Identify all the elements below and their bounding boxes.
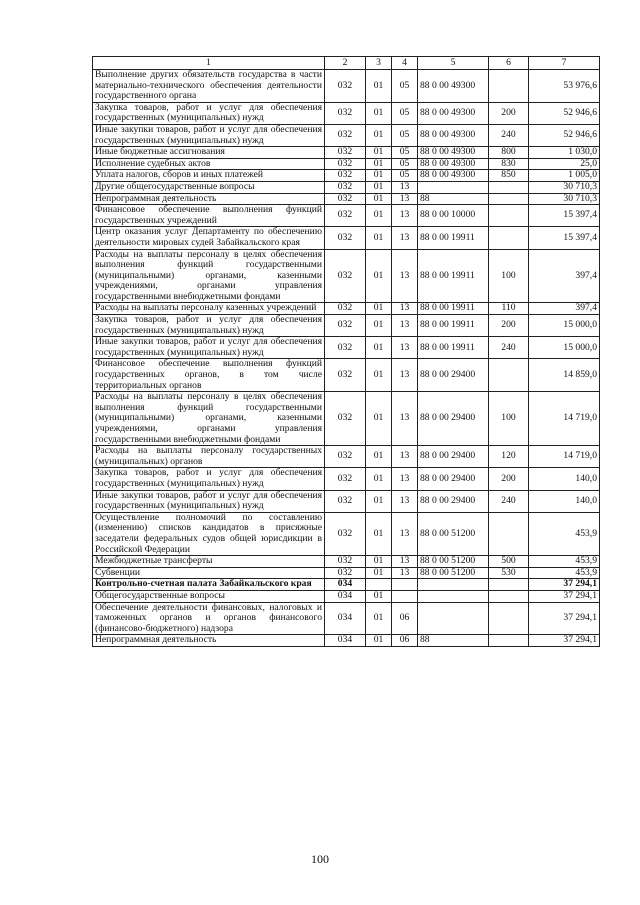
target-article-cell: 88 0 00 49300 bbox=[418, 147, 489, 159]
row-name-cell: Закупка товаров, работ и услуг для обеспечения государственных (муниципальных) нужд bbox=[93, 468, 325, 490]
column-header-3: 3 bbox=[366, 57, 392, 70]
section-code-cell: 01 bbox=[366, 170, 392, 182]
budget-table bbox=[92, 56, 600, 647]
subsection-code-cell: 13 bbox=[392, 181, 418, 193]
amount-cell: 453,9 bbox=[529, 556, 600, 568]
target-article-cell: 88 0 00 51200 bbox=[418, 567, 489, 579]
target-article-cell: 88 bbox=[418, 635, 489, 647]
column-header-2: 2 bbox=[325, 57, 366, 70]
table-row bbox=[93, 337, 600, 359]
row-name-cell: Непрограммная деятельность bbox=[93, 193, 325, 205]
target-article-cell: 88 0 00 29400 bbox=[418, 446, 489, 468]
subsection-code-cell: 13 bbox=[392, 227, 418, 249]
expense-type-cell: 200 bbox=[489, 102, 529, 124]
section-code-cell: 01 bbox=[366, 181, 392, 193]
row-name-cell: Выполнение других обязательств государства в части материально-технического обеспечения деятельности государственного органа bbox=[93, 70, 325, 103]
table-row bbox=[93, 124, 600, 146]
subsection-code-cell bbox=[392, 579, 418, 591]
target-article-cell: 88 0 00 51200 bbox=[418, 512, 489, 555]
ministry-code-cell: 032 bbox=[325, 337, 366, 359]
expense-type-cell bbox=[489, 70, 529, 103]
amount-cell: 30 710,3 bbox=[529, 181, 600, 193]
section-code-cell: 01 bbox=[366, 468, 392, 490]
row-name-cell: Финансовое обеспечение выполнения функций государственных учреждений bbox=[93, 205, 325, 227]
table-row bbox=[93, 359, 600, 392]
row-name-cell: Финансовое обеспечение выполнения функций государственных органов, в том числе территориальных органов bbox=[93, 359, 325, 392]
section-code-cell: 01 bbox=[366, 635, 392, 647]
subsection-code-cell: 13 bbox=[392, 249, 418, 303]
expense-type-cell bbox=[489, 512, 529, 555]
expense-type-cell: 100 bbox=[489, 392, 529, 446]
subsection-code-cell: 13 bbox=[392, 556, 418, 568]
amount-cell: 52 946,6 bbox=[529, 124, 600, 146]
section-code-cell: 01 bbox=[366, 337, 392, 359]
subsection-code-cell: 13 bbox=[392, 359, 418, 392]
table-row bbox=[93, 170, 600, 182]
subsection-code-cell: 06 bbox=[392, 602, 418, 635]
row-name-cell: Обеспечение деятельности финансовых, налоговых и таможенных органов и органов финансового (финансово-бюджетного) надзора bbox=[93, 602, 325, 635]
subsection-code-cell: 05 bbox=[392, 124, 418, 146]
expense-type-cell: 240 bbox=[489, 124, 529, 146]
section-code-cell: 01 bbox=[366, 602, 392, 635]
ministry-code-cell: 032 bbox=[325, 567, 366, 579]
amount-cell: 14 719,0 bbox=[529, 392, 600, 446]
ministry-code-cell: 032 bbox=[325, 446, 366, 468]
table-row bbox=[93, 446, 600, 468]
target-article-cell bbox=[418, 181, 489, 193]
target-article-cell bbox=[418, 602, 489, 635]
column-header-6: 6 bbox=[489, 57, 529, 70]
ministry-code-cell: 032 bbox=[325, 170, 366, 182]
table-row bbox=[93, 567, 600, 579]
target-article-cell: 88 0 00 49300 bbox=[418, 124, 489, 146]
amount-cell: 14 719,0 bbox=[529, 446, 600, 468]
expense-type-cell bbox=[489, 193, 529, 205]
ministry-code-cell: 032 bbox=[325, 227, 366, 249]
subsection-code-cell bbox=[392, 590, 418, 602]
expense-type-cell bbox=[489, 579, 529, 591]
table-row bbox=[93, 315, 600, 337]
column-header-1: 1 bbox=[93, 57, 325, 70]
row-name-cell: Общегосударственные вопросы bbox=[93, 590, 325, 602]
table-row bbox=[93, 249, 600, 303]
subsection-code-cell: 05 bbox=[392, 70, 418, 103]
ministry-code-cell: 034 bbox=[325, 590, 366, 602]
amount-cell: 25,0 bbox=[529, 158, 600, 170]
ministry-code-cell: 032 bbox=[325, 512, 366, 555]
ministry-code-cell: 032 bbox=[325, 181, 366, 193]
amount-cell: 15 397,4 bbox=[529, 227, 600, 249]
table-row bbox=[93, 556, 600, 568]
amount-cell: 52 946,6 bbox=[529, 102, 600, 124]
row-name-cell: Непрограммная деятельность bbox=[93, 635, 325, 647]
target-article-cell: 88 0 00 19911 bbox=[418, 315, 489, 337]
ministry-code-cell: 032 bbox=[325, 124, 366, 146]
ministry-code-cell: 032 bbox=[325, 147, 366, 159]
table-body bbox=[93, 70, 600, 647]
ministry-code-cell: 032 bbox=[325, 205, 366, 227]
row-name-cell: Другие общегосударственные вопросы bbox=[93, 181, 325, 193]
subsection-code-cell: 05 bbox=[392, 170, 418, 182]
target-article-cell bbox=[418, 590, 489, 602]
row-name-cell: Иные бюджетные ассигнования bbox=[93, 147, 325, 159]
column-header-7: 7 bbox=[529, 57, 600, 70]
ministry-code-cell: 032 bbox=[325, 556, 366, 568]
expense-type-cell: 120 bbox=[489, 446, 529, 468]
expense-type-cell bbox=[489, 227, 529, 249]
table-row bbox=[93, 227, 600, 249]
table-row bbox=[93, 392, 600, 446]
section-code-cell: 01 bbox=[366, 70, 392, 103]
subsection-code-cell: 13 bbox=[392, 337, 418, 359]
amount-cell: 37 294,1 bbox=[529, 579, 600, 591]
page-number: 100 bbox=[311, 852, 329, 866]
section-code-cell: 01 bbox=[366, 490, 392, 512]
amount-cell: 37 294,1 bbox=[529, 635, 600, 647]
subsection-code-cell: 13 bbox=[392, 303, 418, 315]
subsection-code-cell: 05 bbox=[392, 147, 418, 159]
subsection-code-cell: 13 bbox=[392, 315, 418, 337]
amount-cell: 140,0 bbox=[529, 490, 600, 512]
amount-cell: 15 397,4 bbox=[529, 205, 600, 227]
expense-type-cell: 850 bbox=[489, 170, 529, 182]
section-code-cell: 01 bbox=[366, 158, 392, 170]
amount-cell: 397,4 bbox=[529, 303, 600, 315]
subsection-code-cell: 06 bbox=[392, 635, 418, 647]
amount-cell: 1 030,0 bbox=[529, 147, 600, 159]
section-code-cell: 01 bbox=[366, 512, 392, 555]
target-article-cell: 88 0 00 19911 bbox=[418, 337, 489, 359]
section-code-cell: 01 bbox=[366, 102, 392, 124]
row-name-cell: Уплата налогов, сборов и иных платежей bbox=[93, 170, 325, 182]
target-article-cell: 88 0 00 29400 bbox=[418, 359, 489, 392]
subsection-code-cell: 05 bbox=[392, 158, 418, 170]
column-header-5: 5 bbox=[418, 57, 489, 70]
ministry-code-cell: 034 bbox=[325, 635, 366, 647]
section-code-cell: 01 bbox=[366, 227, 392, 249]
ministry-code-cell: 034 bbox=[325, 579, 366, 591]
subsection-code-cell: 13 bbox=[392, 392, 418, 446]
expense-type-cell: 530 bbox=[489, 567, 529, 579]
subsection-code-cell: 13 bbox=[392, 567, 418, 579]
expense-type-cell: 200 bbox=[489, 468, 529, 490]
row-name-cell: Субвенции bbox=[93, 567, 325, 579]
section-code-cell: 01 bbox=[366, 315, 392, 337]
expense-type-cell bbox=[489, 635, 529, 647]
target-article-cell: 88 0 00 49300 bbox=[418, 158, 489, 170]
expense-type-cell: 100 bbox=[489, 249, 529, 303]
target-article-cell: 88 0 00 49300 bbox=[418, 70, 489, 103]
ministry-code-cell: 032 bbox=[325, 303, 366, 315]
section-code-cell: 01 bbox=[366, 590, 392, 602]
row-name-cell: Иные закупки товаров, работ и услуг для обеспечения государственных (муниципальных) нужд bbox=[93, 124, 325, 146]
table-row bbox=[93, 70, 600, 103]
amount-cell: 15 000,0 bbox=[529, 315, 600, 337]
section-code-cell: 01 bbox=[366, 205, 392, 227]
target-article-cell: 88 0 00 29400 bbox=[418, 392, 489, 446]
expense-type-cell: 240 bbox=[489, 490, 529, 512]
section-code-cell: 01 bbox=[366, 193, 392, 205]
section-code-cell: 01 bbox=[366, 124, 392, 146]
target-article-cell: 88 0 00 29400 bbox=[418, 468, 489, 490]
row-name-cell: Закупка товаров, работ и услуг для обеспечения государственных (муниципальных) нужд bbox=[93, 315, 325, 337]
ministry-code-cell: 032 bbox=[325, 392, 366, 446]
table-row bbox=[93, 193, 600, 205]
table-row bbox=[93, 102, 600, 124]
table-row bbox=[93, 205, 600, 227]
ministry-code-cell: 032 bbox=[325, 158, 366, 170]
row-name-cell: Расходы на выплаты персоналу казенных учреждений bbox=[93, 303, 325, 315]
column-number-row bbox=[93, 57, 600, 70]
ministry-code-cell: 032 bbox=[325, 70, 366, 103]
expense-type-cell: 240 bbox=[489, 337, 529, 359]
row-name-cell: Исполнение судебных актов bbox=[93, 158, 325, 170]
column-header-4: 4 bbox=[392, 57, 418, 70]
expense-type-cell bbox=[489, 359, 529, 392]
row-name-cell: Межбюджетные трансферты bbox=[93, 556, 325, 568]
amount-cell: 53 976,6 bbox=[529, 70, 600, 103]
expense-type-cell bbox=[489, 181, 529, 193]
target-article-cell: 88 0 00 49300 bbox=[418, 102, 489, 124]
target-article-cell: 88 0 00 29400 bbox=[418, 490, 489, 512]
expense-type-cell bbox=[489, 602, 529, 635]
subsection-code-cell: 13 bbox=[392, 205, 418, 227]
expense-type-cell: 200 bbox=[489, 315, 529, 337]
target-article-cell: 88 0 00 51200 bbox=[418, 556, 489, 568]
table-row bbox=[93, 512, 600, 555]
table-row bbox=[93, 590, 600, 602]
ministry-code-cell: 034 bbox=[325, 602, 366, 635]
amount-cell: 1 005,0 bbox=[529, 170, 600, 182]
subsection-code-cell: 13 bbox=[392, 512, 418, 555]
amount-cell: 140,0 bbox=[529, 468, 600, 490]
row-name-cell: Контрольно-счетная палата Забайкальского края bbox=[93, 579, 325, 591]
subsection-code-cell: 13 bbox=[392, 193, 418, 205]
row-name-cell: Центр оказания услуг Департаменту по обеспечению деятельности мировых судей Забайкальского края bbox=[93, 227, 325, 249]
ministry-code-cell: 032 bbox=[325, 359, 366, 392]
amount-cell: 37 294,1 bbox=[529, 590, 600, 602]
target-article-cell: 88 0 00 19911 bbox=[418, 227, 489, 249]
section-code-cell bbox=[366, 579, 392, 591]
amount-cell: 453,9 bbox=[529, 512, 600, 555]
section-code-cell: 01 bbox=[366, 147, 392, 159]
ministry-code-cell: 032 bbox=[325, 193, 366, 205]
ministry-code-cell: 032 bbox=[325, 102, 366, 124]
table-row bbox=[93, 468, 600, 490]
target-article-cell: 88 0 00 10000 bbox=[418, 205, 489, 227]
target-article-cell: 88 0 00 19911 bbox=[418, 303, 489, 315]
row-name-cell: Расходы на выплаты персоналу в целях обеспечения выполнения функций государственными (муниципальными) органами, казенными учреждениями, органами управления государственными внебюджетными фондами bbox=[93, 249, 325, 303]
section-code-cell: 01 bbox=[366, 567, 392, 579]
expense-type-cell: 830 bbox=[489, 158, 529, 170]
target-article-cell: 88 bbox=[418, 193, 489, 205]
section-code-cell: 01 bbox=[366, 446, 392, 468]
expense-type-cell: 110 bbox=[489, 303, 529, 315]
section-code-cell: 01 bbox=[366, 249, 392, 303]
row-name-cell: Расходы на выплаты персоналу в целях обеспечения выполнения функций государственными (муниципальными) органами, казенными учреждениями, органами управления государственными внебюджетными фондами bbox=[93, 392, 325, 446]
amount-cell: 15 000,0 bbox=[529, 337, 600, 359]
target-article-cell: 88 0 00 19911 bbox=[418, 249, 489, 303]
table-row bbox=[93, 147, 600, 159]
row-name-cell: Расходы на выплаты персоналу государственных (муниципальных) органов bbox=[93, 446, 325, 468]
amount-cell: 397,4 bbox=[529, 249, 600, 303]
ministry-code-cell: 032 bbox=[325, 249, 366, 303]
row-name-cell: Осуществление полномочий по составлению (изменению) списков кандидатов в присяжные заседатели федеральных судов общей юрисдикции в Российской Федерации bbox=[93, 512, 325, 555]
subsection-code-cell: 13 bbox=[392, 446, 418, 468]
ministry-code-cell: 032 bbox=[325, 315, 366, 337]
target-article-cell: 88 0 00 49300 bbox=[418, 170, 489, 182]
table-row bbox=[93, 158, 600, 170]
expense-type-cell bbox=[489, 590, 529, 602]
row-name-cell: Закупка товаров, работ и услуг для обеспечения государственных (муниципальных) нужд bbox=[93, 102, 325, 124]
table-row bbox=[93, 303, 600, 315]
amount-cell: 14 859,0 bbox=[529, 359, 600, 392]
table-row bbox=[93, 579, 600, 591]
expense-type-cell bbox=[489, 205, 529, 227]
expense-type-cell: 800 bbox=[489, 147, 529, 159]
section-code-cell: 01 bbox=[366, 556, 392, 568]
subsection-code-cell: 13 bbox=[392, 468, 418, 490]
section-code-cell: 01 bbox=[366, 359, 392, 392]
section-code-cell: 01 bbox=[366, 392, 392, 446]
expense-type-cell: 500 bbox=[489, 556, 529, 568]
table-row bbox=[93, 635, 600, 647]
amount-cell: 30 710,3 bbox=[529, 193, 600, 205]
amount-cell: 453,9 bbox=[529, 567, 600, 579]
ministry-code-cell: 032 bbox=[325, 490, 366, 512]
table-row bbox=[93, 490, 600, 512]
target-article-cell bbox=[418, 579, 489, 591]
table-row bbox=[93, 181, 600, 193]
subsection-code-cell: 05 bbox=[392, 102, 418, 124]
subsection-code-cell: 13 bbox=[392, 490, 418, 512]
amount-cell: 37 294,1 bbox=[529, 602, 600, 635]
row-name-cell: Иные закупки товаров, работ и услуг для обеспечения государственных (муниципальных) нужд bbox=[93, 490, 325, 512]
ministry-code-cell: 032 bbox=[325, 468, 366, 490]
row-name-cell: Иные закупки товаров, работ и услуг для обеспечения государственных (муниципальных) нужд bbox=[93, 337, 325, 359]
table-row bbox=[93, 602, 600, 635]
section-code-cell: 01 bbox=[366, 303, 392, 315]
